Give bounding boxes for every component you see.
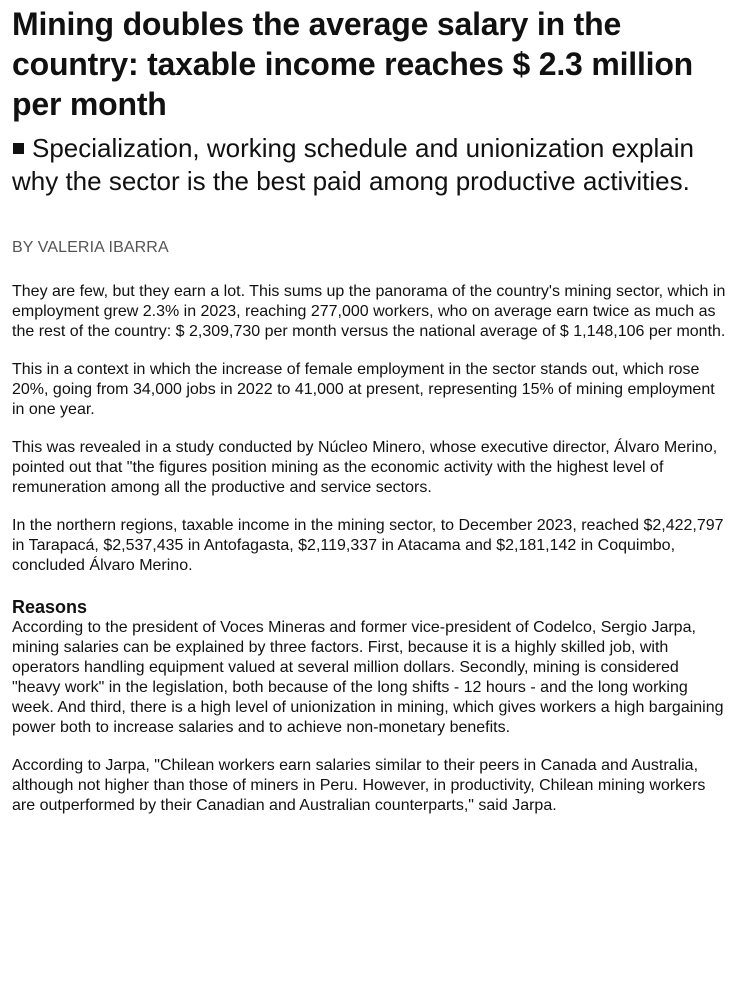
body-paragraph: According to Jarpa, "Chilean workers earn salaries similar to their peers in Canada and Australia, although not higher than those of miners in Peru. However, in productivity, Chilean mining workers are outperformed by their Canadian and Australian counterparts," said Jarpa. (12, 757, 706, 814)
body-paragraph: In the northern regions, taxable income in the mining sector, to December 2023, reached $2,422,797 in Tarapacá, $2,537,435 in Antofagasta, $2,119,337 in Atacama and $2,181,142 in Coquimbo, concluded Álvaro Merino. (12, 517, 724, 574)
article-byline: BY VALERIA IBARRA (12, 239, 169, 256)
body-paragraph: This in a context in which the increase of female employment in the sector stands out, which rose 20%, going from 34,000 jobs in 2022 to 41,000 at present, representing 15% of mining employment in one year. (12, 361, 715, 418)
body-paragraph: According to the president of Voces Mineras and former vice-president of Codelco, Sergio Jarpa, mining salaries can be explained by three factors. First, because it is a highly skilled job, with operators handling equipment valued at several million dollars. Secondly, mining is considered "heavy work" in the legislation, both because of the long shifts - 12 hours - and the long working week. And third, there is a high level of unionization in mining, which gives workers a high bargaining power both to increase salaries and to achieve non-monetary benefits. (12, 619, 724, 736)
body-paragraph: This was revealed in a study conducted by Núcleo Minero, whose executive director, Álvaro Merino, pointed out that "the figures position mining as the economic activity with the highest level of remuneration among all the productive and service sectors. (12, 439, 718, 496)
article-subhead-text: Specialization, working schedule and unionization explain why the sector is the best paid among productive activities. (12, 133, 694, 196)
section-heading-reasons: Reasons (12, 597, 88, 617)
body-paragraph: They are few, but they earn a lot. This sums up the panorama of the country's mining sector, which in employment grew 2.3% in 2023, reaching 277,000 workers, who on average earn twice as much as the rest of the country: $ 2,309,730 per month versus the national average of $ 1,148,106 per month. (12, 283, 726, 340)
article-subhead (12, 132, 730, 198)
article (0, 4, 730, 816)
square-bullet-icon (13, 143, 24, 154)
article-headline: Mining doubles the average salary in the country: taxable income reaches $ 2.3 million per month (12, 6, 694, 122)
